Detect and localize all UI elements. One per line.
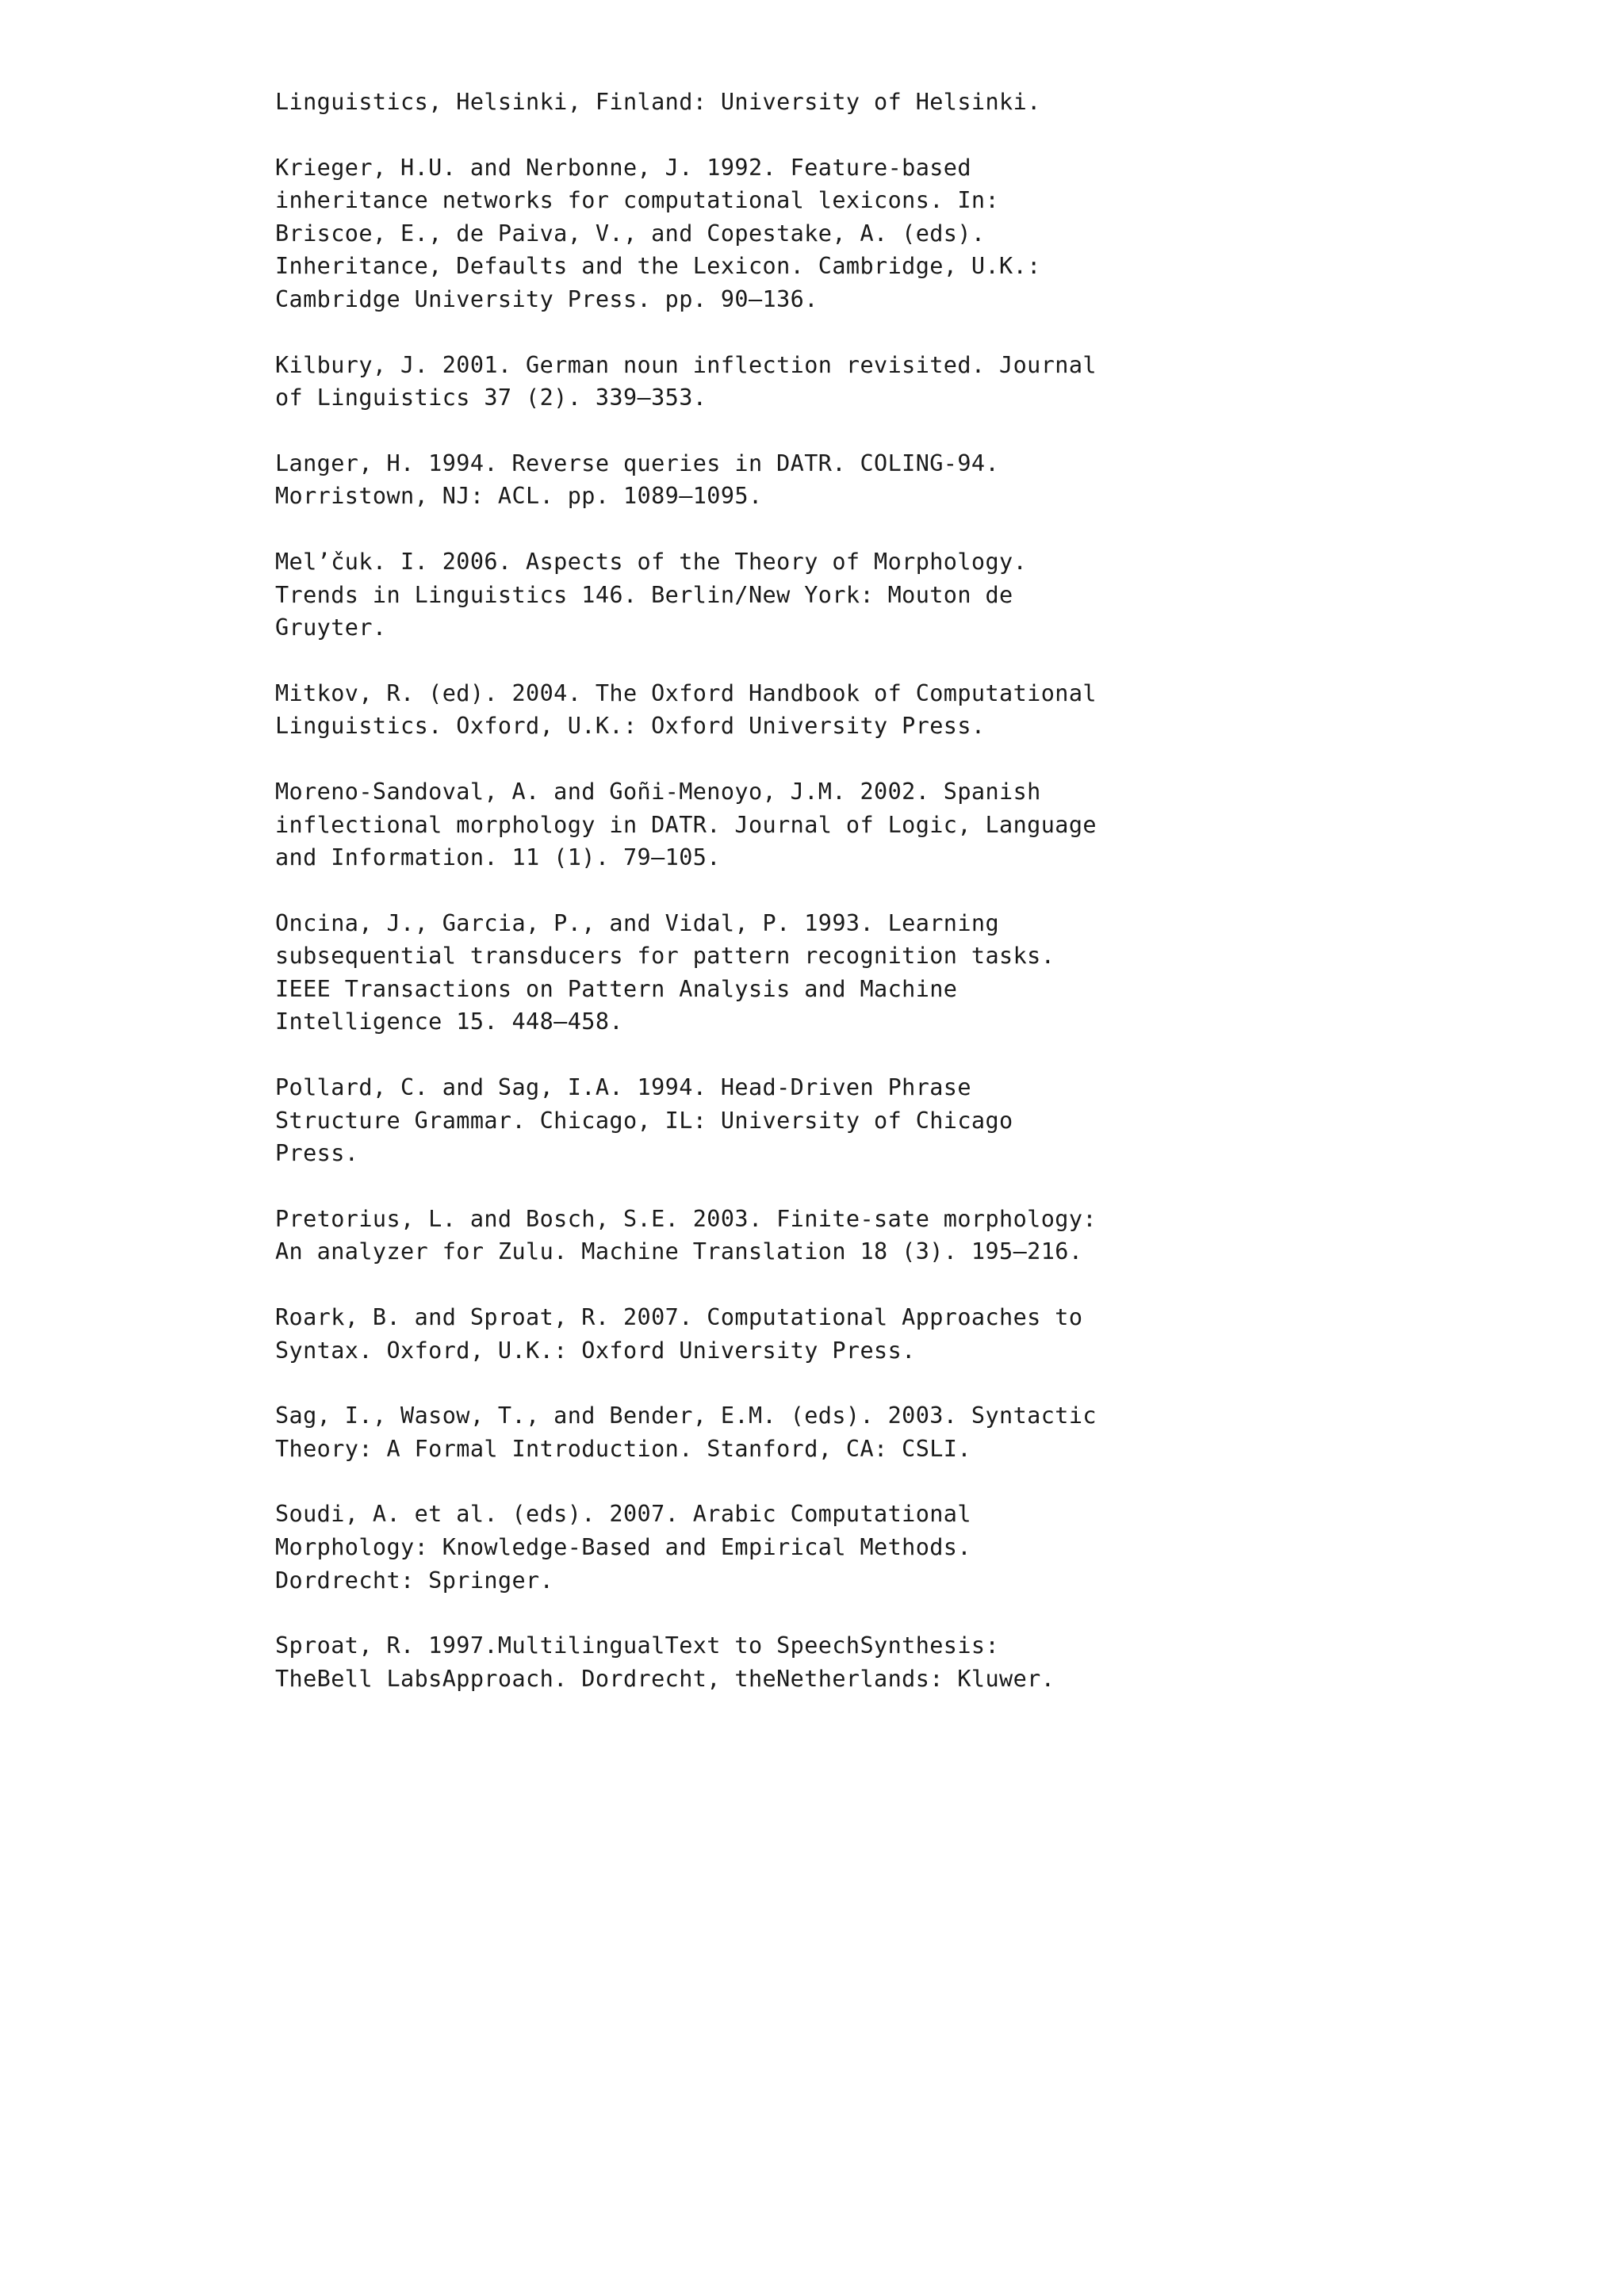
reference-line: Oncina, J., Garcia, P., and Vidal, P. 1993. Learning: [275, 909, 1000, 936]
reference-line: Theory: A Formal Introduction. Stanford, CA: CSLI.: [275, 1435, 971, 1462]
reference-line: Krieger, H.U. and Nerbonne, J. 1992. Feature-based: [275, 154, 971, 181]
reference-entry: [275, 677, 1449, 743]
reference-line: Cambridge University Press. pp. 90–136.: [275, 285, 818, 312]
reference-line: Langer, H. 1994. Reverse queries in DATR. COLING-94.: [275, 450, 1000, 476]
reference-entry: [275, 775, 1449, 874]
reference-line: An analyzer for Zulu. Machine Translation 18 (3). 195–216.: [275, 1238, 1083, 1265]
reference-entry: [275, 1203, 1449, 1269]
reference-line: Briscoe, E., de Paiva, V., and Copestake, A. (eds).: [275, 220, 986, 247]
reference-line: subsequential transducers for pattern recognition tasks.: [275, 943, 1055, 970]
reference-line: Inheritance, Defaults and the Lexicon. Cambridge, U.K.:: [275, 253, 1041, 280]
reference-entry: [275, 1071, 1449, 1170]
reference-line: Kilbury, J. 2001. German noun inflection revisited. Journal: [275, 351, 1097, 378]
reference-line: Intelligence 15. 448–458.: [275, 1008, 623, 1035]
reference-entry: [275, 151, 1449, 316]
reference-line: Pollard, C. and Sag, I.A. 1994. Head-Driven Phrase: [275, 1074, 971, 1101]
reference-line: inheritance networks for computational lexicons. In:: [275, 187, 1000, 214]
reference-line: Dordrecht: Springer.: [275, 1567, 554, 1594]
reference-line: Moreno-Sandoval, A. and Goñi-Menoyo, J.M. 2002. Spanish: [275, 778, 1041, 805]
reference-line: Structure Grammar. Chicago, IL: University of Chicago: [275, 1107, 1013, 1134]
reference-entry: [275, 1498, 1449, 1597]
reference-line: Trends in Linguistics 146. Berlin/New York: Mouton de: [275, 581, 1013, 608]
reference-entry: [275, 349, 1449, 415]
reference-line: Linguistics. Oxford, U.K.: Oxford University Press.: [275, 713, 986, 740]
reference-line: Press.: [275, 1140, 359, 1167]
reference-entry: [275, 1399, 1449, 1465]
reference-line: Pretorius, L. and Bosch, S.E. 2003. Finite-sate morphology:: [275, 1205, 1097, 1232]
reference-entry: [275, 86, 1449, 119]
reference-entry: [275, 1301, 1449, 1367]
reference-line: Morristown, NJ: ACL. pp. 1089–1095.: [275, 483, 763, 510]
reference-line: Mel’čuk. I. 2006. Aspects of the Theory of Morphology.: [275, 548, 1028, 575]
reference-entry: [275, 447, 1449, 513]
reference-line: Sproat, R. 1997.MultilingualText to SpeechSynthesis:: [275, 1632, 1000, 1659]
reference-line: Linguistics, Helsinki, Finland: University of Helsinki.: [275, 89, 1041, 115]
reference-line: of Linguistics 37 (2). 339–353.: [275, 385, 707, 411]
reference-line: IEEE Transactions on Pattern Analysis and Machine: [275, 975, 958, 1002]
reference-line: Roark, B. and Sproat, R. 2007. Computational Approaches to: [275, 1304, 1083, 1331]
reference-line: inflectional morphology in DATR. Journal of Logic, Language: [275, 811, 1097, 838]
reference-list: [275, 86, 1449, 1728]
reference-line: Gruyter.: [275, 614, 387, 641]
reference-line: TheBell LabsApproach. Dordrecht, theNetherlands: Kluwer.: [275, 1665, 1055, 1692]
reference-line: Syntax. Oxford, U.K.: Oxford University Press.: [275, 1337, 916, 1364]
reference-line: Morphology: Knowledge-Based and Empirical Methods.: [275, 1534, 971, 1560]
reference-line: and Information. 11 (1). 79–105.: [275, 844, 721, 871]
reference-entry: [275, 907, 1449, 1039]
reference-line: Soudi, A. et al. (eds). 2007. Arabic Computational: [275, 1501, 971, 1528]
reference-entry: [275, 545, 1449, 645]
reference-entry: [275, 1629, 1449, 1695]
reference-line: Sag, I., Wasow, T., and Bender, E.M. (eds). 2003. Syntactic: [275, 1402, 1097, 1429]
reference-line: Mitkov, R. (ed). 2004. The Oxford Handbook of Computational: [275, 679, 1097, 706]
